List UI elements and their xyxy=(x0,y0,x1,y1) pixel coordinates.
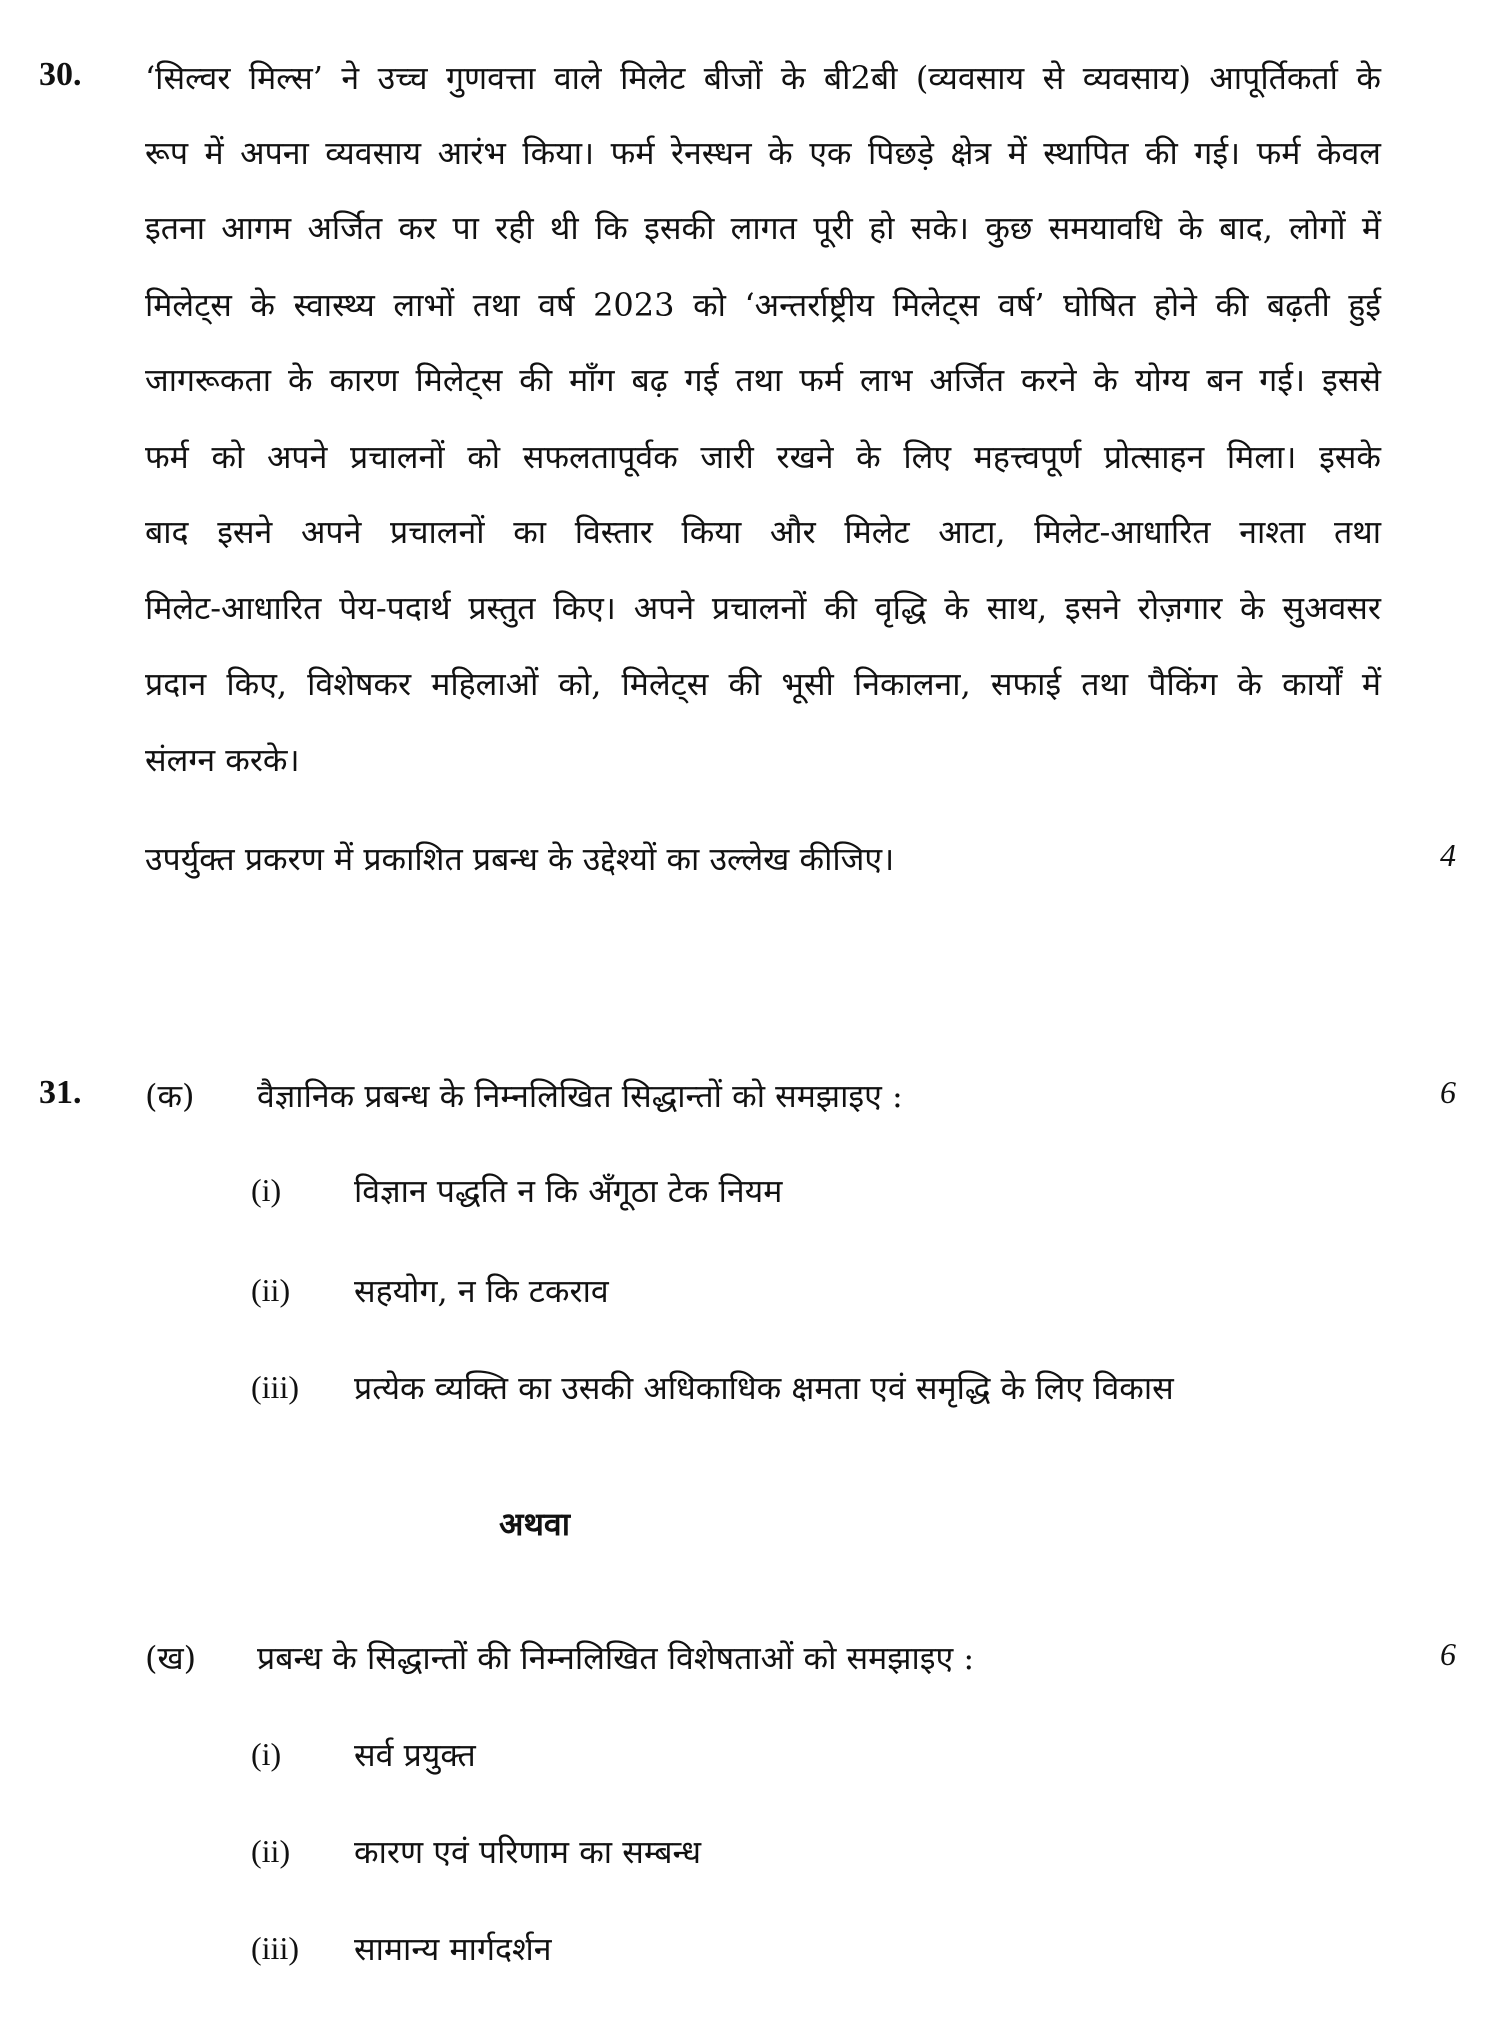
passage-line: फर्म को अपने प्रचालनों को सफलतापूर्वक जारी रखने के लिए महत्त्वपूर्ण प्रोत्साहन मिला। इसके xyxy=(145,438,1381,476)
passage-line: संलग्न करके। xyxy=(145,741,300,779)
option-a-text: वैज्ञानिक प्रबन्ध के निम्नलिखित सिद्धान्तों को समझाइए : xyxy=(257,1077,903,1115)
item-text: प्रत्येक व्यक्ति का उसकी अधिकाधिक क्षमता एवं समृद्धि के लिए विकास xyxy=(354,1369,1174,1407)
item-number: (ii) xyxy=(251,1272,291,1308)
item-number: (i) xyxy=(251,1736,282,1772)
option-b-label: (ख) xyxy=(145,1639,197,1677)
question-30-prompt: उपर्युक्त प्रकरण में प्रकाशित प्रबन्ध के उद्देश्यों का उल्लेख कीजिए। xyxy=(145,840,895,878)
item-text: कारण एवं परिणाम का सम्बन्ध xyxy=(354,1833,702,1871)
question-30-marks: 4 xyxy=(1440,837,1456,873)
option-a-marks: 6 xyxy=(1440,1074,1456,1110)
option-b-text: प्रबन्ध के सिद्धान्तों की निम्नलिखित विशेषताओं को समझाइए : xyxy=(257,1639,975,1677)
item-number: (ii) xyxy=(251,1833,291,1869)
option-b-marks: 6 xyxy=(1440,1636,1456,1672)
item-number: (iii) xyxy=(251,1369,299,1405)
question-number-31: 31. xyxy=(39,1074,82,1111)
item-text: सर्व प्रयुक्त xyxy=(354,1736,476,1774)
passage-line: मिलेट-आधारित पेय-पदार्थ प्रस्तुत किए। अपने प्रचालनों की वृद्धि के साथ, इसने रोज़गार के सुअवसर xyxy=(145,589,1381,627)
item-number: (iii) xyxy=(251,1930,299,1966)
item-text: सामान्य मार्गदर्शन xyxy=(354,1930,552,1968)
or-separator: अथवा xyxy=(499,1505,570,1543)
passage-line: इतना आगम अर्जित कर पा रही थी कि इसकी लागत पूरी हो सके। कुछ समयावधि के बाद, लोगों में xyxy=(145,209,1381,247)
passage-line: रूप में अपना व्यवसाय आरंभ किया। फर्म रेनस्धन के एक पिछड़े क्षेत्र में स्थापित की गई। फर्म केवल xyxy=(145,134,1381,172)
option-a-label: (क) xyxy=(145,1077,195,1115)
passage-line: जागरूकता के कारण मिलेट्स की माँग बढ़ गई तथा फर्म लाभ अर्जित करने के योग्य बन गई। इससे xyxy=(145,361,1381,399)
item-text: विज्ञान पद्धति न कि अँगूठा टेक नियम xyxy=(354,1172,783,1210)
item-number: (i) xyxy=(251,1172,282,1208)
passage-line: प्रदान किए, विशेषकर महिलाओं को, मिलेट्स की भूसी निकालना, सफाई तथा पैकिंग के कार्यों में xyxy=(145,665,1381,703)
passage-line: बाद इसने अपने प्रचालनों का विस्तार किया और मिलेट आटा, मिलेट-आधारित नाश्ता तथा xyxy=(145,513,1381,551)
passage-line: मिलेट्स के स्वास्थ्य लाभों तथा वर्ष 2023 को ‘अन्तर्राष्ट्रीय मिलेट्स वर्ष’ घोषित होने की बढ़ती हुई xyxy=(145,286,1381,324)
passage-line: ‘सिल्वर मिल्स’ ने उच्च गुणवत्ता वाले मिलेट बीजों के बी2बी (व्यवसाय से व्यवसाय) आपूर्तिकर्ता के xyxy=(145,59,1381,97)
question-number-30: 30. xyxy=(39,56,82,93)
item-text: सहयोग, न कि टकराव xyxy=(354,1272,609,1310)
